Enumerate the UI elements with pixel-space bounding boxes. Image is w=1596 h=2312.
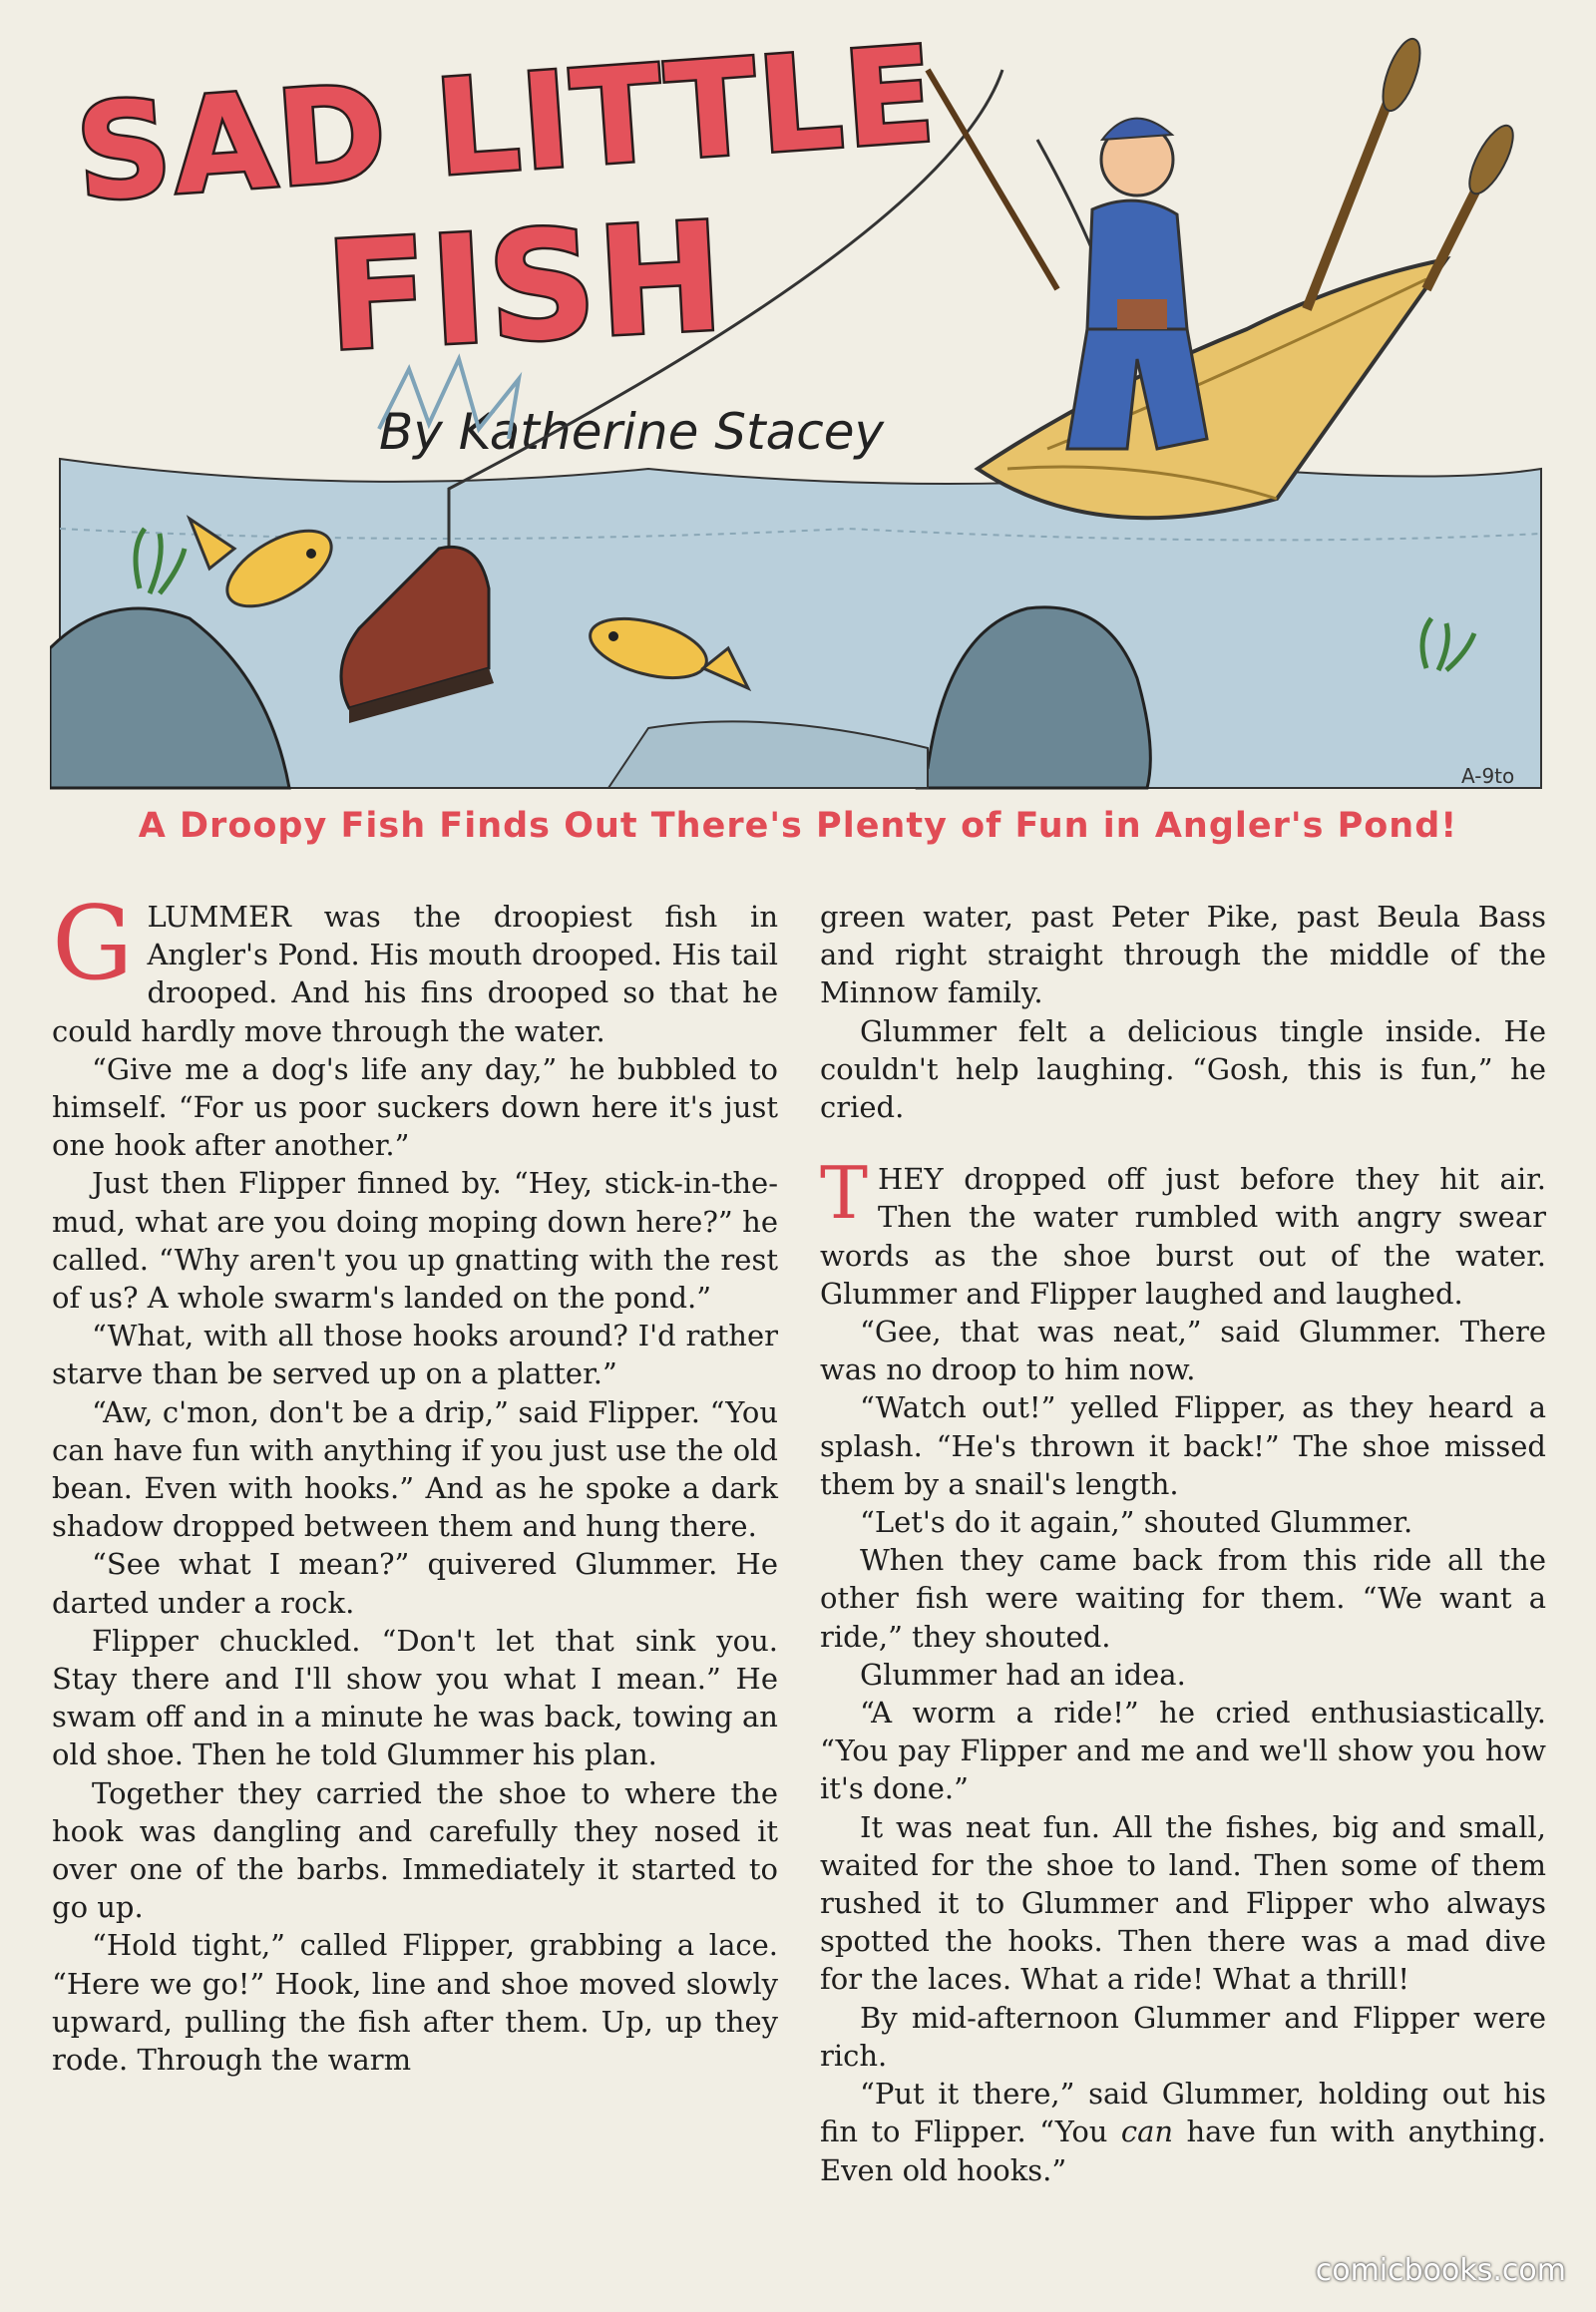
story-columns (52, 885, 1546, 2274)
left-column (52, 885, 778, 2274)
artist-mark: A-9to (1461, 764, 1515, 788)
fishing-scene-illustration (50, 30, 1546, 808)
story-byline: By Katherine Stacey (379, 403, 885, 461)
paragraph: “A worm a ride!” he cried enthusiastically. “You pay Flipper and me and we'll show you how it's done.” (820, 1696, 1546, 1806)
paragraph: “What, with all those hooks around? I'd rather starve than be served up on a platter.” (52, 1319, 778, 1391)
site-watermark: comicbooks.com (1315, 2253, 1566, 2288)
paragraph: Together they carried the shoe to where the hook was dangling and carefully they nosed it over one of the barbs. Immediately it started to go up. (52, 1775, 778, 1925)
paragraph (820, 2075, 1546, 2189)
paragraph (52, 885, 778, 1050)
paragraph: Flipper chuckled. “Don't let that sink you. Stay there and I'll show you what I mean.” He swam off and in a minute he was back, towing an old shoe. Then he told Glummer his plan. (52, 1623, 778, 1772)
story-title-line2: FISH (321, 191, 730, 385)
story-title-line1: SAD LITTLE (71, 30, 942, 231)
paragraph: “Let's do it again,” shouted Glummer. (860, 1505, 1413, 1540)
paragraph-text: HEY dropped off just before they hit air. Then the water rumbled with angry swear words as the shoe burst out of the water. Glummer and Flipper laughed and laughed. (820, 1162, 1546, 1311)
paragraph: It was neat fun. All the fishes, big and small, waited for the shoe to land. Then some of them rushed it to Glummer and Flipper who always spotted the hooks. Then there was a mad dive for the laces. What a ride! What a thrill! (820, 1809, 1546, 1997)
drop-cap: T (820, 1151, 869, 1236)
paragraph-text: “Put it there,” said Glummer, holding out his fin to Flipper. “You (820, 2077, 1546, 2149)
paragraph: When they came back from this ride all the other fish were waiting for them. “We want a ride,” they shouted. (820, 1543, 1546, 1654)
paragraph: Glummer felt a delicious tingle inside. He couldn't help laughing. “Gosh, this is fun,” he cried. (820, 1013, 1546, 1125)
drop-cap: G (52, 885, 134, 1003)
paragraph-text: have fun with anything. Even old hooks.” (820, 2115, 1546, 2187)
paragraph: “Give me a dog's life any day,” he bubbled to himself. “For us poor suckers down here it's just one hook after another.” (52, 1051, 778, 1163)
paragraph: green water, past Peter Pike, past Beula Bass and right straight through the middle of the Minnow family. (820, 900, 1546, 1010)
paragraph-text: LUMMER was the droopiest fish in Angler's Pond. His mouth drooped. His tail drooped. And his fins drooped so that he could hardly move through the water. (52, 900, 778, 1048)
paragraph: Glummer had an idea. (860, 1657, 1186, 1692)
paragraph: Just then Flipper finned by. “Hey, stick-in-the-mud, what are you doing moping down here?” he called. “Why aren't you up gnatting with the rest of us? A whole swarm's landed on the pond.” (52, 1166, 778, 1316)
paragraph: “Watch out!” yelled Flipper, as they heard a splash. “He's thrown it back!” The shoe missed them by a snail's length. (820, 1390, 1546, 1501)
paragraph (820, 1151, 1546, 1313)
paragraph: “Gee, that was neat,” said Glummer. There was no droop to him now. (820, 1315, 1546, 1387)
paragraph: By mid-afternoon Glummer and Flipper were rich. (820, 2000, 1546, 2073)
emphasis-text: can (1120, 2115, 1174, 2149)
paragraph: “Aw, c'mon, don't be a drip,” said Flipper. “You can have fun with anything if you just use the old bean. Even with hooks.” And as he spoke a dark shadow dropped between them and hung there. (52, 1394, 778, 1544)
story-subtitle: A Droopy Fish Finds Out There's Plenty of Fun in Angler's Pond! (138, 806, 1458, 846)
fishing-rod (928, 70, 1057, 289)
paragraph: “See what I mean?” quivered Glummer. He darted under a rock. (52, 1547, 778, 1620)
paragraph: “Hold tight,” called Flipper, grabbing a lace. “Here we go!” Hook, line and shoe moved slowly upward, pulling the fish after them. Up, up they rode. Through the warm (52, 1928, 778, 2078)
title-illustration (50, 30, 1546, 808)
right-column (820, 898, 1546, 2274)
